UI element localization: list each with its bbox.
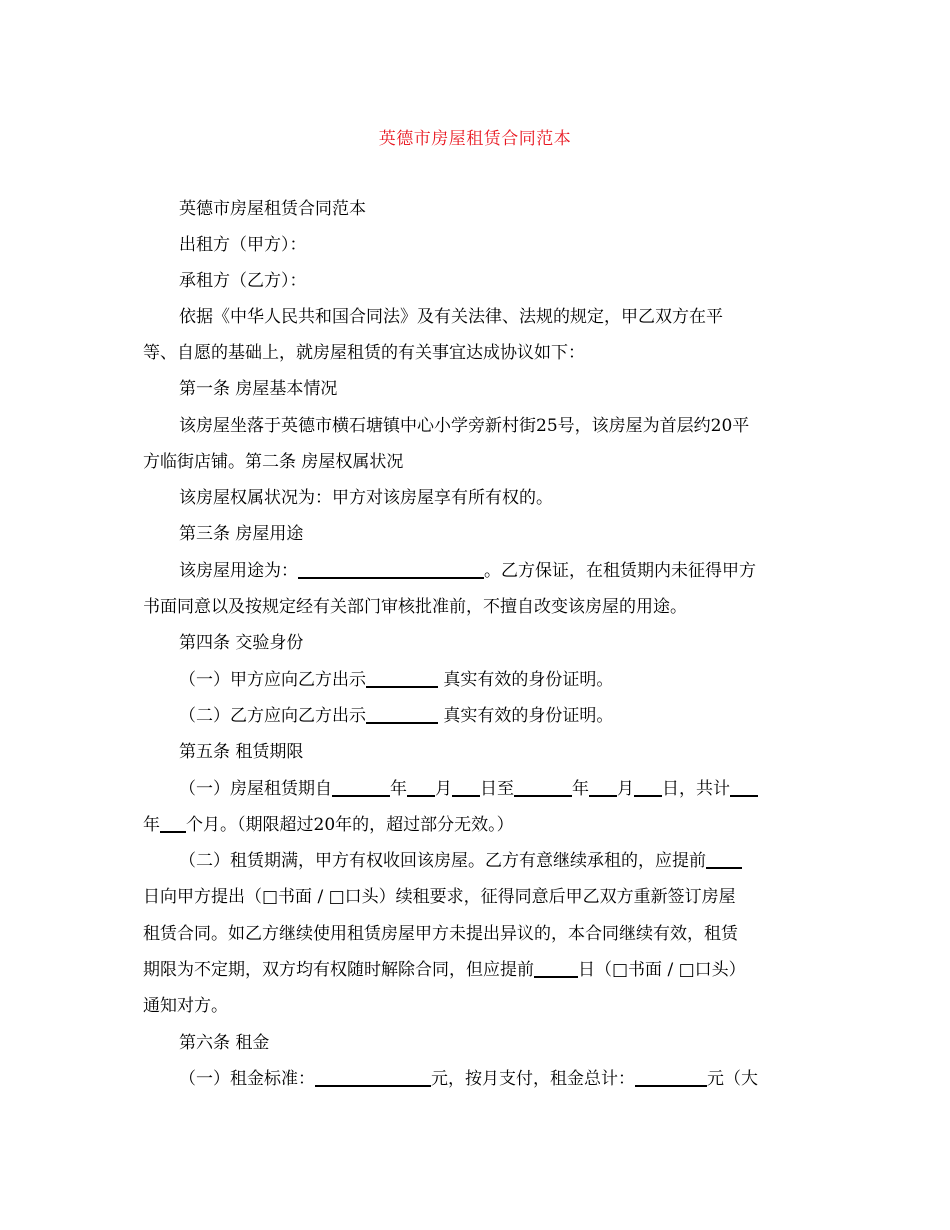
paragraph: 书面同意以及按规定经有关部门审核批准前，不擅自改变该房屋的用途。 <box>143 597 687 617</box>
text: （一）房屋租赁期自 <box>179 779 332 799</box>
blank-field <box>635 1068 707 1087</box>
paragraph: 日向甲方提出（□书面 / □口头）续租要求，征得同意后甲乙双方重新签订房屋 <box>143 887 736 907</box>
text: 。乙方保证，在租赁期内未征得甲方 <box>484 561 756 581</box>
blank-field <box>634 778 662 797</box>
document-title: 英德市房屋租赁合同范本 <box>378 129 572 149</box>
text: 年 <box>143 815 160 835</box>
blank-field <box>332 778 390 797</box>
article-heading: 第五条 租赁期限 <box>179 742 304 762</box>
paragraph <box>179 778 758 800</box>
paragraph: 英德市房屋租赁合同范本 <box>179 199 366 219</box>
article-heading: 第六条 租金 <box>179 1033 270 1053</box>
paragraph: 租赁合同。如乙方继续使用租赁房屋甲方未提出异议的，本合同继续有效，租赁 <box>143 924 738 944</box>
paragraph: 等、自愿的基础上，就房屋租赁的有关事宜达成协议如下： <box>143 343 585 363</box>
blank-field <box>589 778 617 797</box>
blank-field <box>534 959 578 978</box>
blank-field <box>160 814 186 833</box>
text: 年 <box>390 779 407 799</box>
text: （一）甲方应向乙方出示 <box>179 670 366 690</box>
text: 元（大 <box>707 1069 758 1089</box>
paragraph <box>179 1068 758 1090</box>
paragraph <box>179 705 613 727</box>
paragraph: 出租方（甲方）： <box>179 235 307 255</box>
blank-field <box>452 778 480 797</box>
text: 真实有效的身份证明。 <box>438 670 614 690</box>
blank-field <box>315 1068 431 1087</box>
paragraph: 依据《中华人民共和国合同法》及有关法律、法规的规定，甲乙双方在平 <box>179 307 723 327</box>
text: 年 <box>572 779 589 799</box>
text: （一）租金标准： <box>179 1069 315 1089</box>
paragraph <box>143 959 746 981</box>
text: 个月。（期限超过20年的，超过部分无效。） <box>186 815 514 835</box>
blank-field <box>730 778 758 797</box>
paragraph: 该房屋坐落于英德市横石塘镇中心小学旁新村街25号，该房屋为首层约20平 <box>179 416 750 436</box>
text: 日（□书面 / □口头） <box>578 960 746 980</box>
blank-field <box>366 705 438 724</box>
paragraph <box>143 814 514 836</box>
blank-field <box>298 560 484 579</box>
paragraph <box>179 669 613 691</box>
text: 日至 <box>480 779 514 799</box>
blank-field <box>407 778 435 797</box>
paragraph: 方临街店铺。第二条 房屋权属状况 <box>143 452 404 472</box>
blank-field <box>514 778 572 797</box>
article-heading: 第三条 房屋用途 <box>179 524 304 544</box>
text: （二）乙方应向乙方出示 <box>179 706 366 726</box>
text: 该房屋用途为： <box>179 561 298 581</box>
paragraph <box>179 850 742 872</box>
blank-field <box>366 669 438 688</box>
paragraph: 承租方（乙方）： <box>179 271 307 291</box>
article-heading: 第四条 交验身份 <box>179 633 304 653</box>
paragraph <box>179 560 756 582</box>
text: 期限为不定期，双方均有权随时解除合同，但应提前 <box>143 960 534 980</box>
article-heading: 第一条 房屋基本情况 <box>179 379 338 399</box>
text: 真实有效的身份证明。 <box>438 706 614 726</box>
text: （二）租赁期满，甲方有权收回该房屋。乙方有意继续承租的，应提前 <box>179 851 706 871</box>
paragraph: 该房屋权属状况为：甲方对该房屋享有所有权的。 <box>179 488 553 508</box>
blank-field <box>706 850 742 869</box>
text: 元，按月支付，租金总计： <box>431 1069 635 1089</box>
text: 日，共计 <box>662 779 730 799</box>
text: 月 <box>435 779 452 799</box>
paragraph: 通知对方。 <box>143 996 228 1016</box>
text: 月 <box>617 779 634 799</box>
